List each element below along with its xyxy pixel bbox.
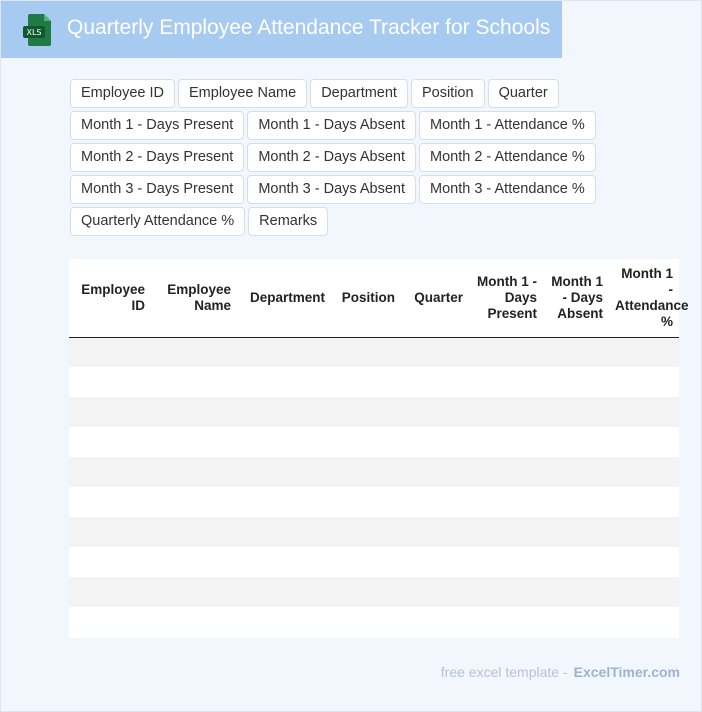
table-cell[interactable] [401, 487, 469, 517]
table-cell[interactable] [69, 457, 151, 487]
table-cell[interactable] [609, 337, 679, 367]
footer-brand-link[interactable]: ExcelTimer.com [573, 664, 680, 680]
table-cell[interactable] [609, 427, 679, 457]
table-cell[interactable] [469, 337, 543, 367]
page-title: Quarterly Employee Attendance Tracker for Schools [67, 16, 551, 39]
table-cell[interactable] [237, 607, 331, 637]
table-cell[interactable] [151, 337, 237, 367]
table-cell[interactable] [331, 577, 401, 607]
table-cell[interactable] [543, 607, 609, 637]
table-cell[interactable] [469, 397, 543, 427]
table-cell[interactable] [151, 367, 237, 397]
table-cell[interactable] [401, 577, 469, 607]
table-cell[interactable] [331, 367, 401, 397]
footer-label: free excel template - [440, 664, 568, 680]
table-cell[interactable] [69, 487, 151, 517]
table-row [69, 457, 679, 487]
field-chip[interactable]: Month 3 - Days Absent [247, 175, 416, 204]
field-chip-row [70, 175, 630, 204]
table-cell[interactable] [543, 397, 609, 427]
table-cell[interactable] [69, 337, 151, 367]
table-cell[interactable] [543, 577, 609, 607]
table-cell[interactable] [401, 517, 469, 547]
table-cell[interactable] [543, 487, 609, 517]
table-cell[interactable] [401, 547, 469, 577]
table-cell[interactable] [69, 397, 151, 427]
field-chip[interactable]: Quarter [488, 79, 559, 108]
table-cell[interactable] [401, 607, 469, 637]
table-row [69, 397, 679, 427]
table-cell[interactable] [401, 337, 469, 367]
field-chip-row [70, 79, 630, 108]
column-header[interactable]: Month 1 - Attendance % [609, 259, 679, 337]
table-row [69, 547, 679, 577]
table-cell[interactable] [401, 427, 469, 457]
table-cell[interactable] [543, 427, 609, 457]
table-cell[interactable] [469, 547, 543, 577]
table-row [69, 427, 679, 457]
table-cell[interactable] [401, 367, 469, 397]
field-chip[interactable]: Employee ID [70, 79, 175, 108]
table-cell[interactable] [331, 517, 401, 547]
field-chip[interactable]: Month 3 - Days Present [70, 175, 244, 204]
table-cell[interactable] [69, 577, 151, 607]
table-cell[interactable] [469, 517, 543, 547]
table-cell[interactable] [331, 547, 401, 577]
table-cell[interactable] [609, 487, 679, 517]
attendance-table [69, 259, 689, 638]
table-cell[interactable] [469, 607, 543, 637]
table-cell[interactable] [469, 577, 543, 607]
field-chip[interactable]: Position [411, 79, 485, 108]
field-chip[interactable]: Month 1 - Attendance % [419, 111, 596, 140]
table-cell[interactable] [543, 457, 609, 487]
header-bar [1, 1, 562, 58]
table-cell[interactable] [609, 607, 679, 637]
excel-icon-text: XLS [26, 28, 42, 37]
table-cell[interactable] [69, 367, 151, 397]
table-cell[interactable] [331, 487, 401, 517]
table-cell[interactable] [609, 517, 679, 547]
table-cell[interactable] [237, 547, 331, 577]
table-cell[interactable] [401, 457, 469, 487]
column-header[interactable]: Position [331, 259, 401, 337]
field-chip[interactable]: Month 1 - Days Absent [247, 111, 416, 140]
field-chip[interactable]: Month 3 - Attendance % [419, 175, 596, 204]
table-cell[interactable] [237, 517, 331, 547]
table-row [69, 337, 679, 367]
table-cell[interactable] [401, 397, 469, 427]
field-chip[interactable]: Month 1 - Days Present [70, 111, 244, 140]
table-cell[interactable] [151, 577, 237, 607]
table-cell[interactable] [331, 397, 401, 427]
table-cell[interactable] [469, 367, 543, 397]
column-header[interactable]: Quarter [401, 259, 469, 337]
table-cell[interactable] [609, 547, 679, 577]
table-cell[interactable] [543, 367, 609, 397]
table-cell[interactable] [609, 367, 679, 397]
excel-file-icon [23, 14, 51, 46]
table-cell[interactable] [69, 547, 151, 577]
column-header[interactable]: Department [237, 259, 331, 337]
table-header-row [69, 259, 679, 337]
table-cell[interactable] [237, 397, 331, 427]
table-cell[interactable] [151, 607, 237, 637]
field-chip-row [70, 143, 630, 172]
table-cell[interactable] [237, 487, 331, 517]
table-cell[interactable] [237, 337, 331, 367]
field-chip[interactable]: Quarterly Attendance % [70, 207, 245, 236]
table-cell[interactable] [609, 457, 679, 487]
column-header[interactable]: Month 1 - Days Present [469, 259, 543, 337]
field-chip[interactable]: Employee Name [178, 79, 307, 108]
table-cell[interactable] [469, 487, 543, 517]
table-cell[interactable] [151, 547, 237, 577]
table-body [69, 337, 679, 637]
footer-credit [441, 664, 680, 680]
table-cell[interactable] [151, 427, 237, 457]
table-cell[interactable] [331, 607, 401, 637]
table-row [69, 367, 679, 397]
field-chip-row [70, 207, 630, 236]
table-cell[interactable] [331, 457, 401, 487]
field-chip[interactable]: Month 2 - Days Absent [247, 143, 416, 172]
field-chip[interactable]: Department [310, 79, 408, 108]
table-row [69, 517, 679, 547]
table-cell[interactable] [237, 427, 331, 457]
table-cell[interactable] [151, 397, 237, 427]
table-cell[interactable] [469, 427, 543, 457]
table-cell[interactable] [469, 457, 543, 487]
column-header[interactable]: Employee Name [151, 259, 237, 337]
table-cell[interactable] [151, 487, 237, 517]
field-chip[interactable]: Month 2 - Days Present [70, 143, 244, 172]
column-header[interactable]: Month 1 - Days Absent [543, 259, 609, 337]
table-row [69, 487, 679, 517]
table-cell[interactable] [69, 517, 151, 547]
table-cell[interactable] [331, 427, 401, 457]
column-header[interactable]: Employee ID [69, 259, 151, 337]
table-cell[interactable] [237, 367, 331, 397]
table-cell[interactable] [609, 397, 679, 427]
table-cell[interactable] [237, 457, 331, 487]
table-cell[interactable] [151, 517, 237, 547]
table-cell[interactable] [543, 547, 609, 577]
field-chip-list [70, 79, 630, 239]
table-cell[interactable] [543, 337, 609, 367]
table-row [69, 607, 679, 637]
table-cell[interactable] [237, 577, 331, 607]
table-cell[interactable] [543, 517, 609, 547]
table-cell[interactable] [151, 457, 237, 487]
table-cell[interactable] [331, 337, 401, 367]
field-chip[interactable]: Remarks [248, 207, 328, 236]
table-cell[interactable] [609, 577, 679, 607]
table-row [69, 577, 679, 607]
table-cell[interactable] [69, 427, 151, 457]
field-chip[interactable]: Month 2 - Attendance % [419, 143, 596, 172]
table-cell[interactable] [69, 607, 151, 637]
field-chip-row [70, 111, 630, 140]
